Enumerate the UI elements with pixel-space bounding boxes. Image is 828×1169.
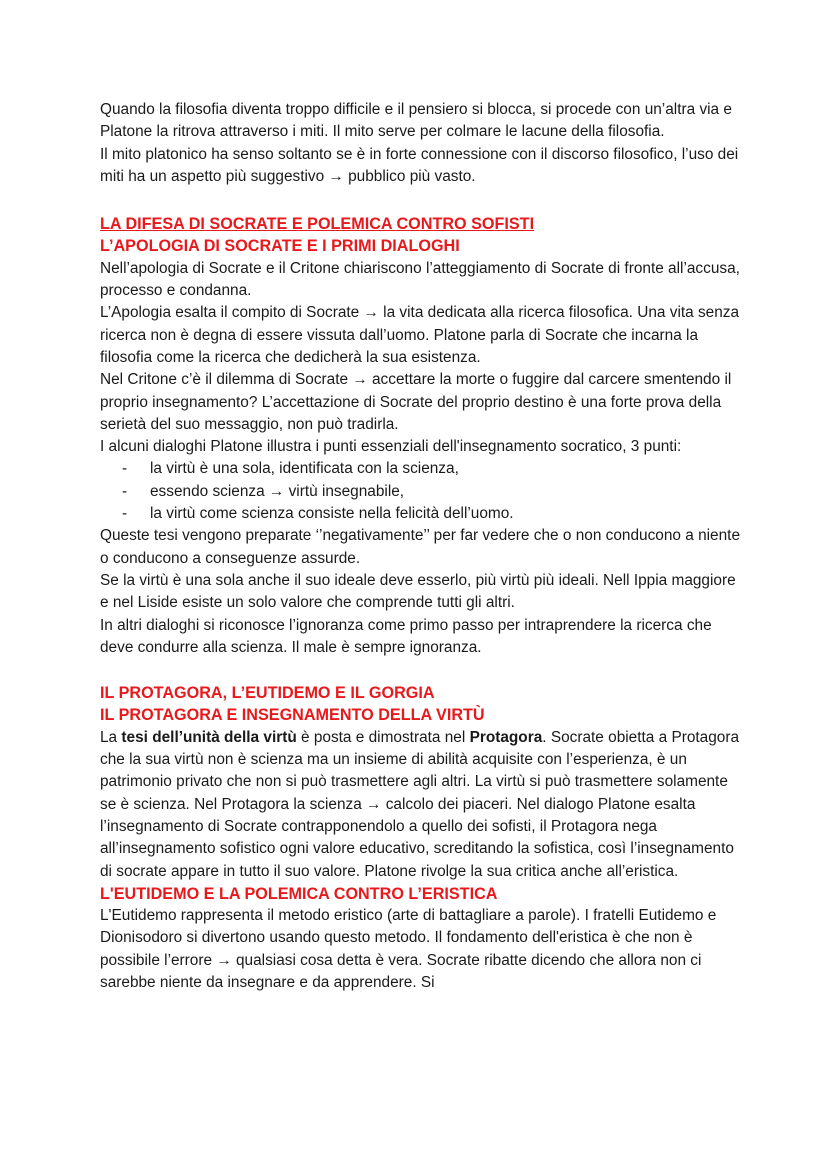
list-item: - la virtù è una sola, identificata con la scienza, bbox=[122, 458, 740, 480]
section-subheading-virtu: IL PROTAGORA E INSEGNAMENTO DELLA VIRTÙ bbox=[100, 706, 485, 725]
paragraph-virtu-una: Se la virtù è una sola anche il suo ideale deve esserlo, più virtù più ideali. Nell Ippia maggiore e nel Liside esiste un solo valore che comprende tutti gli altri. bbox=[100, 571, 736, 612]
bold-text: tesi dell’unità della virtù bbox=[121, 728, 297, 746]
list-dash: - bbox=[122, 460, 128, 478]
list-dash: - bbox=[122, 505, 128, 523]
paragraph-apologia-compito: L’Apologia esalta il compito di Socrate → la vita dedicata alla ricerca filosofica. Una vita senza ricerca non è degna di essere vissuta dall’uomo. Platone parla di Socrate che incarna la filosofia come la ricerca che dedicherà la sua esistenza. bbox=[100, 304, 740, 366]
virtue-points-list bbox=[100, 458, 740, 525]
paragraph-protagora: La tesi dell’unità della virtù è posta e dimostrata nel Protagora. Socrate obietta a Protagora che la sua virtù non è scienza ma un insieme di abilità acquisite con l’esperienza, è un patrimonio privato che non si può trasmettere agli altri. La virtù si può trasmettere solamente se è scienza. Nel Protagora la scienza → calcolo dei piaceri. Nel dialogo Platone esalta l’insegnamento di Socrate contrapponendolo a quello dei sofisti, il Protagora nega all’insegnamento sofistico ogni valore educativo, screditando la sofistica, così l’insegnamento di socrate appare in tutto il suo valore. Platone rivolge la sua critica anche all’eristica. bbox=[100, 728, 740, 880]
intro-paragraph-1: Quando la filosofia diventa troppo difficile e il pensiero si blocca, si procede con un’altra via e Platone la ritrova attraverso i miti. Il mito serve per colmare le lacune della filosofia. bbox=[100, 101, 732, 141]
document-body bbox=[100, 99, 740, 994]
bold-text: Protagora bbox=[469, 728, 543, 746]
section-subheading-eutidemo: L'EUTIDEMO E LA POLEMICA CONTRO L’ERISTICA bbox=[100, 884, 498, 903]
paragraph-apologia-critone: Nell’apologia di Socrate e il Critone chiariscono l’atteggiamento di Socrate di fronte all’accusa, processo e condanna. bbox=[100, 259, 740, 300]
intro-paragraph-2: Il mito platonico ha senso soltanto se è in forte connessione con il discorso filosofico, l’uso dei miti ha un aspetto più suggestivo → pubblico più vasto. bbox=[100, 145, 739, 185]
paragraph-punti-essenziali: I alcuni dialoghi Platone illustra i punti essenziali dell'insegnamento socratico, 3 punti: bbox=[100, 438, 682, 456]
paragraph-eutidemo: L'Eutidemo rappresenta il metodo eristico (arte di battagliare a parole). I fratelli Eutidemo e Dionisodoro si divertono usando questo metodo. Il fondamento dell'eristica è che non è possibile l’errore → qualsiasi cosa detta è vera. Socrate ribatte dicendo che allora non ci sarebbe niente da insegnare e da apprendere. Si bbox=[100, 907, 717, 991]
list-dash: - bbox=[122, 482, 128, 500]
list-item: - la virtù come scienza consiste nella felicità dell’uomo. bbox=[122, 503, 740, 525]
section-heading-difesa: LA DIFESA DI SOCRATE E POLEMICA CONTRO SOFISTI bbox=[100, 215, 535, 234]
list-item: - essendo scienza → virtù insegnabile, bbox=[122, 481, 740, 503]
paragraph-tesi-negative: Queste tesi vengono preparate ‘’negativamente’’ per far vedere che o non conducono a niente o conducono a conseguenze assurde. bbox=[100, 527, 741, 567]
section-subheading-apologia: L’APOLOGIA DI SOCRATE E I PRIMI DIALOGHI bbox=[100, 237, 460, 256]
paragraph-ignoranza: In altri dialoghi si riconosce l’ignoranza come primo passo per intraprendere la ricerca che deve condurre alla scienza. Il male è sempre ignoranza. bbox=[100, 616, 712, 656]
section-heading-protagora: IL PROTAGORA, L’EUTIDEMO E IL GORGIA bbox=[100, 684, 435, 703]
paragraph-critone-dilemma: Nel Critone c’è il dilemma di Socrate → accettare la morte o fuggire dal carcere smentendo il proprio insegnamento? L’accettazione di Socrate del proprio destino è una forte prova della serietà del suo messaggio, non può tradirla. bbox=[100, 371, 732, 433]
